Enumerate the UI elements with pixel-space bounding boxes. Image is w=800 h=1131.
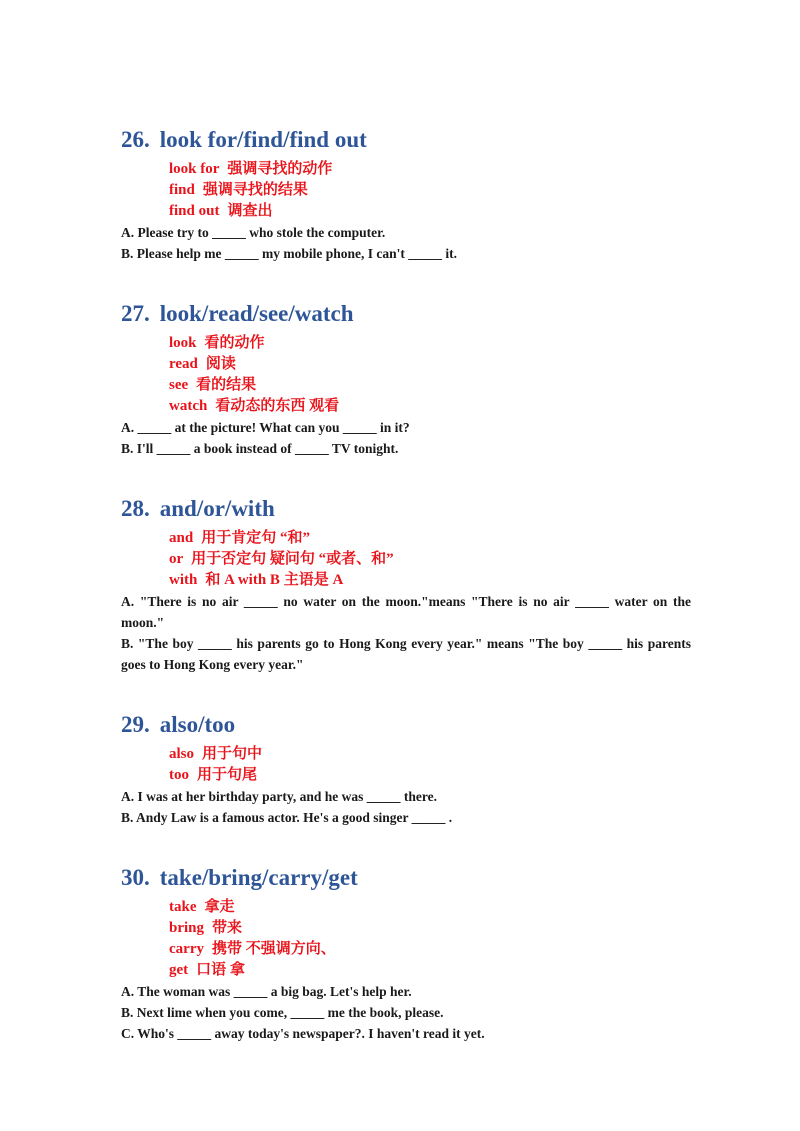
section-number: 27. [121,301,150,326]
section-heading [121,862,691,894]
example-sentence: B. Next lime when you come, _____ me the book, please. [121,1005,444,1020]
note-term: look for [169,161,220,177]
section-number: 28. [121,496,150,521]
example-sentence: A. The woman was _____ a big bag. Let's help her. [121,984,412,999]
section-spacer [121,675,691,709]
note-desc: 口语 拿 [196,962,245,978]
note-line [121,960,691,981]
note-line [121,333,691,354]
document-page [121,124,691,1044]
note-term: with [169,572,198,588]
section-heading [121,709,691,741]
section-heading [121,493,691,525]
note-line [121,159,691,180]
note-line [121,765,691,786]
note-line [121,375,691,396]
section-heading [121,124,691,156]
section-title: and/or/with [159,496,275,521]
section-number: 26. [121,127,150,152]
section-number: 30. [121,865,150,890]
note-desc: 阅读 [205,356,236,372]
section-28 [121,493,691,675]
note-desc: 和 A with B 主语是 A [205,572,344,588]
note-line [121,918,691,939]
section-29 [121,709,691,828]
note-term: look [169,335,197,351]
example-sentence: A. "There is no air _____ no water on the moon."means "There is no air _____ water on the moon." [121,594,691,630]
note-term: also [169,746,195,762]
note-desc: 看动态的东西 观看 [215,398,340,414]
example-sentence: B. Please help me _____ my mobile phone, I can't _____ it. [121,246,457,261]
note-desc: 拿走 [204,899,235,915]
section-heading [121,298,691,330]
note-term: get [169,962,189,978]
section-30 [121,862,691,1044]
note-desc: 看的结果 [196,377,257,393]
note-desc: 用于肯定句 “和” [201,530,310,546]
note-desc: 看的动作 [204,335,265,351]
note-line [121,939,691,960]
note-line [121,897,691,918]
note-line [121,570,691,591]
section-26 [121,124,691,264]
note-term: see [169,377,189,393]
note-desc: 用于否定句 疑问句 “或者、和” [191,551,394,567]
example-sentence: B. Andy Law is a famous actor. He's a good singer _____ . [121,810,453,825]
note-line [121,180,691,201]
example-sentence: A. Please try to _____ who stole the computer. [121,225,386,240]
note-line [121,396,691,417]
note-term: carry [169,941,204,957]
note-desc: 调查出 [227,203,273,219]
example-sentence: B. "The boy _____ his parents go to Hong Kong every year." means "The boy _____ his parents goes to Hong Kong every year." [121,636,691,672]
section-title: also/too [159,712,236,737]
example-sentence: A. I was at her birthday party, and he was _____ there. [121,789,438,804]
note-line [121,549,691,570]
note-line [121,201,691,222]
section-title: look/read/see/watch [159,301,354,326]
section-spacer [121,459,691,493]
example-sentence: B. I'll _____ a book instead of _____ TV tonight. [121,441,399,456]
note-desc: 用于句尾 [197,767,258,783]
example-sentence: C. Who's _____ away today's newspaper?. I haven't read it yet. [121,1026,485,1041]
example-sentence: A. _____ at the picture! What can you _____ in it? [121,420,410,435]
note-desc: 携带 不强调方向、 [211,941,336,957]
section-27 [121,298,691,459]
note-term: watch [169,398,208,414]
note-term: or [169,551,184,567]
note-line [121,744,691,765]
section-title: look for/find/find out [159,127,367,152]
note-desc: 强调寻找的结果 [202,182,308,198]
note-term: find [169,182,195,198]
note-line [121,354,691,375]
section-spacer [121,828,691,862]
note-term: find out [169,203,220,219]
note-desc: 带来 [212,920,243,936]
note-term: and [169,530,194,546]
note-desc: 强调寻找的动作 [227,161,333,177]
note-term: bring [169,920,205,936]
note-desc: 用于句中 [202,746,263,762]
note-line [121,528,691,549]
section-spacer [121,264,691,298]
note-term: read [169,356,198,372]
section-number: 29. [121,712,150,737]
note-term: too [169,767,189,783]
section-title: take/bring/carry/get [159,865,358,890]
note-term: take [169,899,197,915]
